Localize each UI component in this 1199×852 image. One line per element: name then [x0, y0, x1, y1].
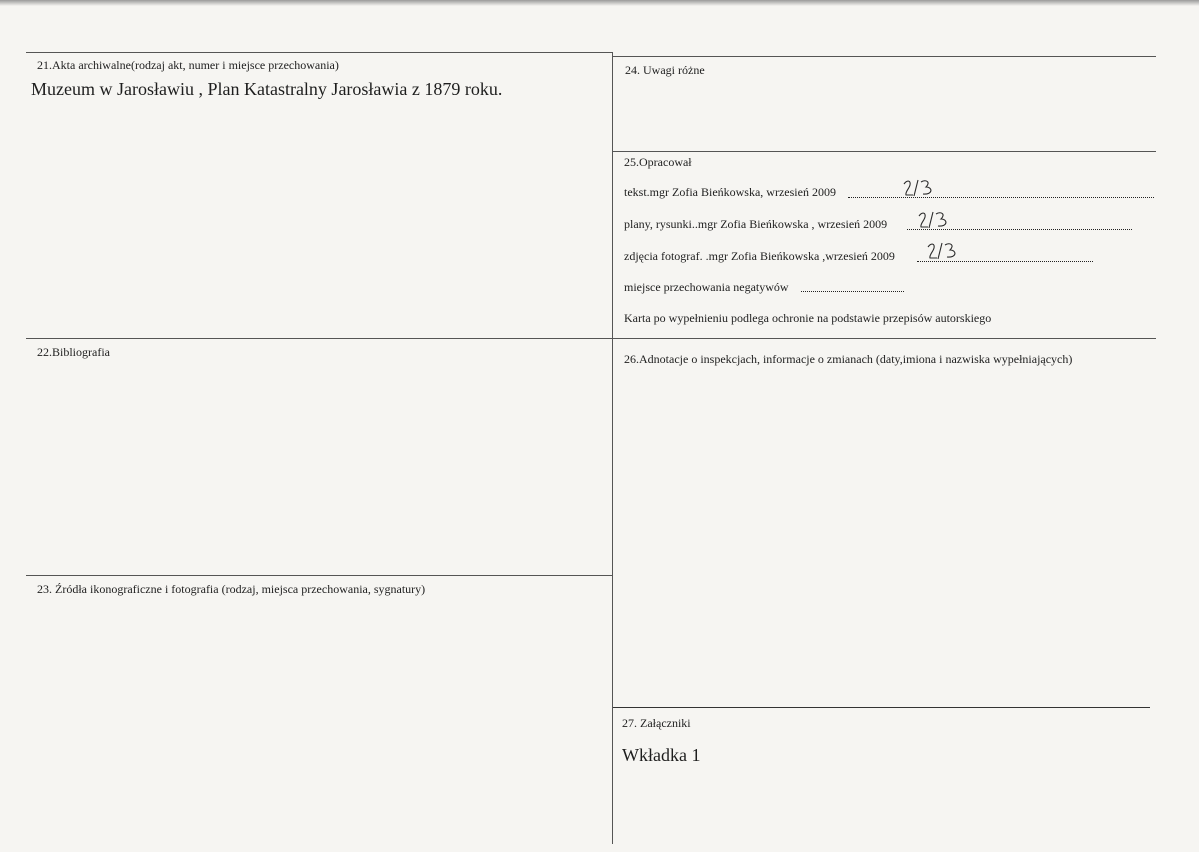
- negatywy-line: miejsce przechowania negatywów: [624, 280, 789, 294]
- column-divider: [612, 52, 613, 844]
- section-22-label: 22.Bibliografia: [37, 345, 110, 359]
- tekst-dotted-leader: [848, 197, 1154, 198]
- section-26-label: 26.Adnotacje o inspekcjach, informacje o zmianach (daty,imiona i nazwiska wypełniających): [624, 352, 1073, 366]
- initials-signature: [902, 178, 938, 200]
- section-25-label: 25.Opracował: [624, 155, 692, 169]
- scan-top-edge: [0, 0, 1199, 6]
- section-27-value: Wkładka 1: [622, 745, 701, 765]
- initials-signature: [917, 210, 953, 232]
- divider-26-27: [613, 707, 1150, 708]
- negatywy-dotted-leader: [801, 291, 904, 292]
- divider-22-23: [26, 575, 613, 576]
- section-21-value: Muzeum w Jarosławiu , Plan Katastralny Jarosławia z 1879 roku.: [31, 79, 503, 99]
- section-21-label: 21.Akta archiwalne(rodzaj akt, numer i miejsce przechowania): [37, 58, 339, 72]
- section-27-label: 27. Załączniki: [622, 716, 691, 730]
- copyright-note: Karta po wypełnieniu podlega ochronie na podstawie przepisów autorskiego: [624, 311, 992, 325]
- section-24-label: 24. Uwagi różne: [625, 63, 705, 77]
- top-border-left: [26, 52, 613, 53]
- top-border-right: [613, 56, 1156, 57]
- initials-signature: [926, 241, 962, 263]
- plany-line: plany, rysunki..mgr Zofia Bieńkowska , wrzesień 2009: [624, 217, 888, 231]
- section-23-label: 23. Źródła ikonograficzne i fotografia (rodzaj, miejsca przechowania, sygnatury): [37, 582, 426, 596]
- divider-21-22: [26, 338, 1156, 339]
- divider-24-25: [613, 151, 1156, 152]
- zdjecia-line: zdjęcia fotograf. .mgr Zofia Bieńkowska ,wrzesień 2009: [624, 249, 895, 263]
- tekst-line: tekst.mgr Zofia Bieńkowska, wrzesień 2009: [624, 185, 836, 199]
